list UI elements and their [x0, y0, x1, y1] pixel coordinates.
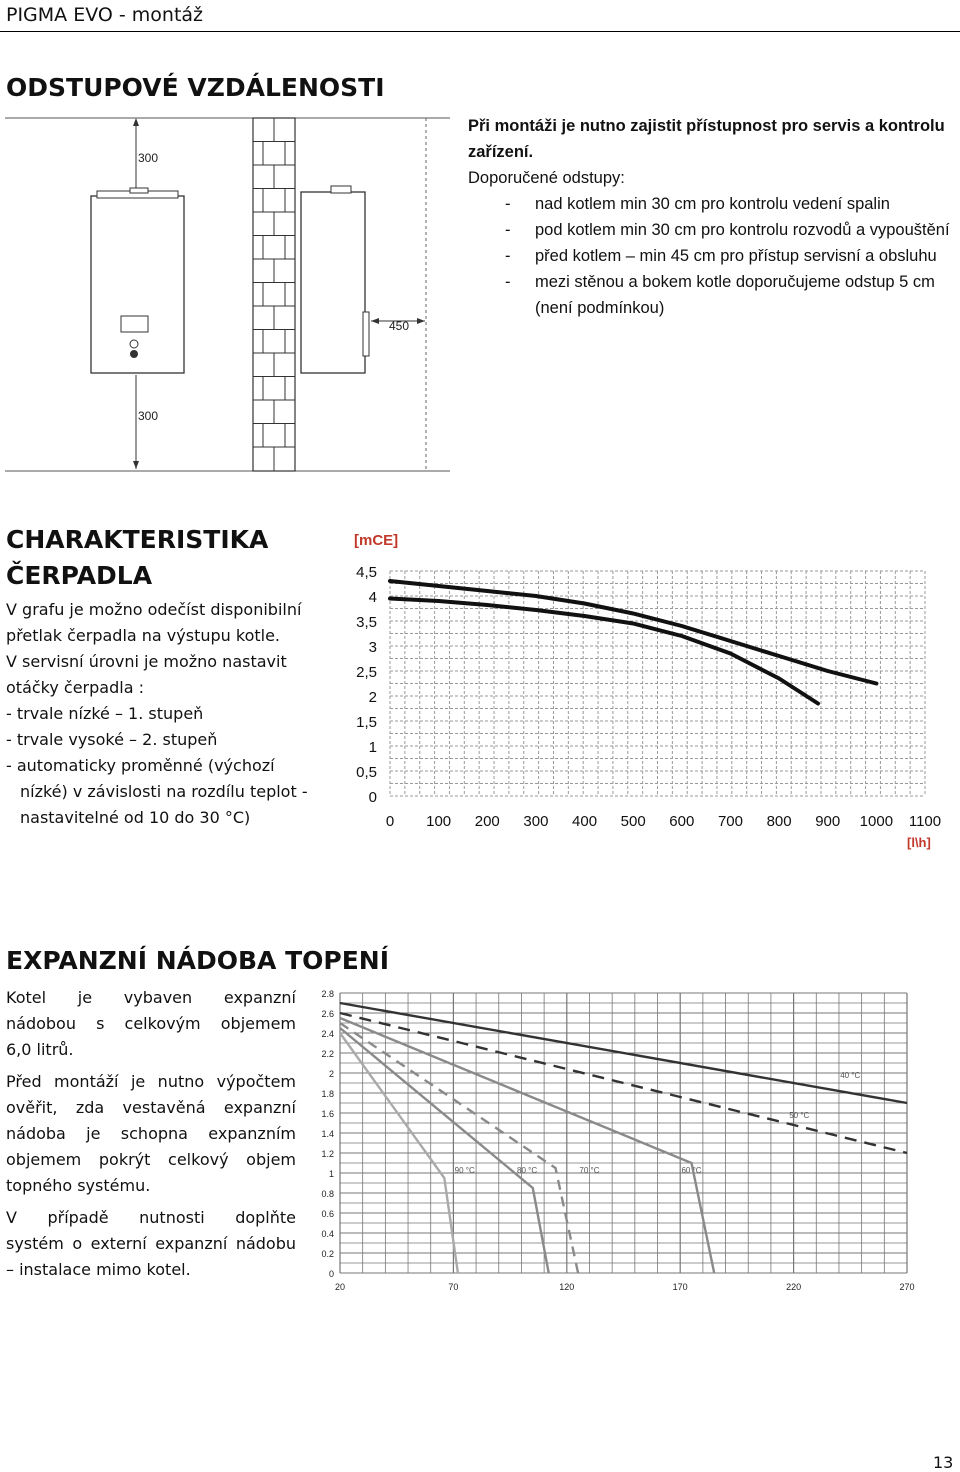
document-title: PIGMA EVO - montáž: [6, 4, 204, 26]
x-tick-label: 200: [474, 813, 500, 830]
pump-option-cont: nastavitelné od 10 do 30 °C): [20, 808, 251, 827]
pump-para2: V servisní úrovni je možno nastavit otáčky čerpadla :: [6, 652, 287, 697]
y-tick-label: 0,5: [356, 764, 377, 781]
y-tick-label: 4: [368, 589, 377, 606]
x-tick-label: 800: [766, 813, 792, 830]
pump-text: [6, 597, 336, 831]
y-tick-label: 1: [328, 1169, 334, 1179]
pump-heading-line1: CHARAKTERISTIKA: [6, 525, 269, 554]
y-tick-label: 0.2: [321, 1249, 334, 1259]
list-item: - mezi stěnou a bokem kotle doporučujeme odstup 5 cm (není podmínkou): [505, 273, 935, 317]
clearance-diagram: [5, 114, 455, 476]
expansion-chart: [305, 985, 925, 1295]
series-label: 40 °C: [840, 1071, 861, 1080]
y-tick-label: 0.8: [321, 1189, 334, 1199]
boiler-side-view: [301, 118, 426, 471]
x-tick-label: 900: [815, 813, 841, 830]
list-item: - nad kotlem min 30 cm pro kontrolu vedení spalin: [505, 195, 890, 213]
y-tick-label: 2.2: [321, 1049, 334, 1059]
expansion-curve: [340, 1028, 549, 1273]
y-tick-label: 1: [368, 739, 377, 756]
series-label: 60 °C: [681, 1166, 702, 1175]
clearances-list: [468, 191, 953, 321]
expansion-curve: [340, 1018, 714, 1273]
y-tick-label: 1.6: [321, 1109, 334, 1119]
x-tick-label: 120: [559, 1282, 575, 1292]
x-tick-label: 100: [426, 813, 452, 830]
section-heading-pump: [6, 522, 268, 594]
x-tick-label: 70: [448, 1282, 459, 1292]
y-axis-unit: [mCE]: [354, 532, 399, 549]
y-tick-label: 1.4: [321, 1129, 334, 1139]
x-tick-label: 20: [334, 1282, 346, 1292]
y-tick-label: 1,5: [356, 714, 377, 731]
x-tick-label: 300: [523, 813, 549, 830]
list-item: - pod kotlem min 30 cm pro kontrolu rozvodů a vypouštění: [505, 221, 950, 239]
list-item: - před kotlem – min 45 cm pro přístup servisní a obsluhu: [505, 247, 937, 265]
pump-heading-line2: ČERPADLA: [6, 561, 153, 590]
expansion-line: topného systému.: [6, 1176, 151, 1195]
series-label: 90 °C: [454, 1166, 475, 1175]
pump-option: - automaticky proměnné (výchozí: [6, 756, 275, 775]
y-tick-label: 0.4: [321, 1229, 334, 1239]
y-tick-label: 0: [328, 1269, 334, 1279]
expansion-line: 6,0 litrů.: [6, 1040, 74, 1059]
x-axis-unit: [l\h]: [907, 835, 931, 850]
series-label: 70 °C: [579, 1166, 600, 1175]
y-tick-label: 2.6: [321, 1009, 334, 1019]
pump-chart: [345, 525, 950, 855]
x-tick-label: 1100: [908, 813, 942, 830]
dim-bottom-label: 300: [138, 409, 159, 423]
expansion-line: V případě nutnosti doplňte: [6, 1208, 296, 1227]
pump-curve-2: [390, 599, 818, 704]
pump-option: - trvale nízké – 1. stupeň: [6, 704, 204, 723]
y-tick-label: 2.8: [321, 989, 334, 999]
y-tick-label: 2: [368, 689, 377, 706]
y-tick-label: 4,5: [356, 564, 377, 581]
series-label: 80 °C: [517, 1166, 538, 1175]
series-label: 50 °C: [789, 1111, 810, 1120]
expansion-line: nádobou s celkovým objemem: [6, 1014, 296, 1033]
expansion-line: – instalace mimo kotel.: [6, 1260, 191, 1279]
expansion-line: Kotel je vybaven expanzní: [6, 988, 296, 1007]
expansion-line: nádoba je schopna expanzním: [6, 1124, 296, 1143]
y-tick-label: 0: [368, 789, 377, 806]
x-tick-label: 1000: [859, 813, 894, 830]
y-tick-label: 0.6: [321, 1209, 334, 1219]
x-tick-label: 220: [786, 1282, 802, 1292]
y-tick-label: 2: [328, 1069, 334, 1079]
y-tick-label: 1.8: [321, 1089, 334, 1099]
pump-option: - trvale vysoké – 2. stupeň: [6, 730, 218, 749]
x-tick-label: 500: [620, 813, 646, 830]
clearances-recommended: Doporučené odstupy:: [468, 169, 625, 187]
page-number: 13: [933, 1453, 954, 1472]
y-tick-label: 3,5: [356, 614, 377, 631]
header-rule: [0, 31, 960, 32]
page-header: [0, 0, 960, 36]
dim-front-label: 450: [389, 319, 410, 333]
y-tick-label: 2,5: [356, 664, 377, 681]
clearances-text: [468, 113, 953, 321]
clearances-intro: Při montáži je nutno zajistit přístupnost pro servis a kontrolu zařízení.: [468, 117, 945, 161]
section-heading-expansion: EXPANZNÍ NÁDOBA TOPENÍ: [6, 946, 390, 975]
y-tick-label: 1.2: [321, 1149, 334, 1159]
x-tick-label: 170: [672, 1282, 688, 1292]
y-tick-label: 2.4: [321, 1029, 334, 1039]
y-tick-label: 3: [368, 639, 377, 656]
section-heading-clearances: ODSTUPOVÉ VZDÁLENOSTI: [6, 73, 385, 102]
x-tick-label: 0: [385, 813, 395, 830]
x-tick-label: 600: [669, 813, 695, 830]
expansion-line: systém o externí expanzní nádobu: [6, 1234, 296, 1253]
expansion-line: objemem pokrýt celkový objem: [6, 1150, 296, 1169]
expansion-line: ověřit, zda vestavěná expanzní: [6, 1098, 296, 1117]
expansion-line: Před montáží je nutno výpočtem: [6, 1072, 296, 1091]
x-tick-label: 270: [899, 1282, 915, 1292]
x-tick-label: 700: [717, 813, 743, 830]
x-tick-label: 400: [572, 813, 598, 830]
pump-para1: V grafu je možno odečíst disponibilní přetlak čerpadla na výstupu kotle.: [6, 600, 302, 645]
expansion-text: [6, 985, 296, 1283]
dim-top-label: 300: [138, 151, 159, 165]
pump-option-cont: nízké) v závislosti na rozdílu teplot -: [20, 782, 308, 801]
